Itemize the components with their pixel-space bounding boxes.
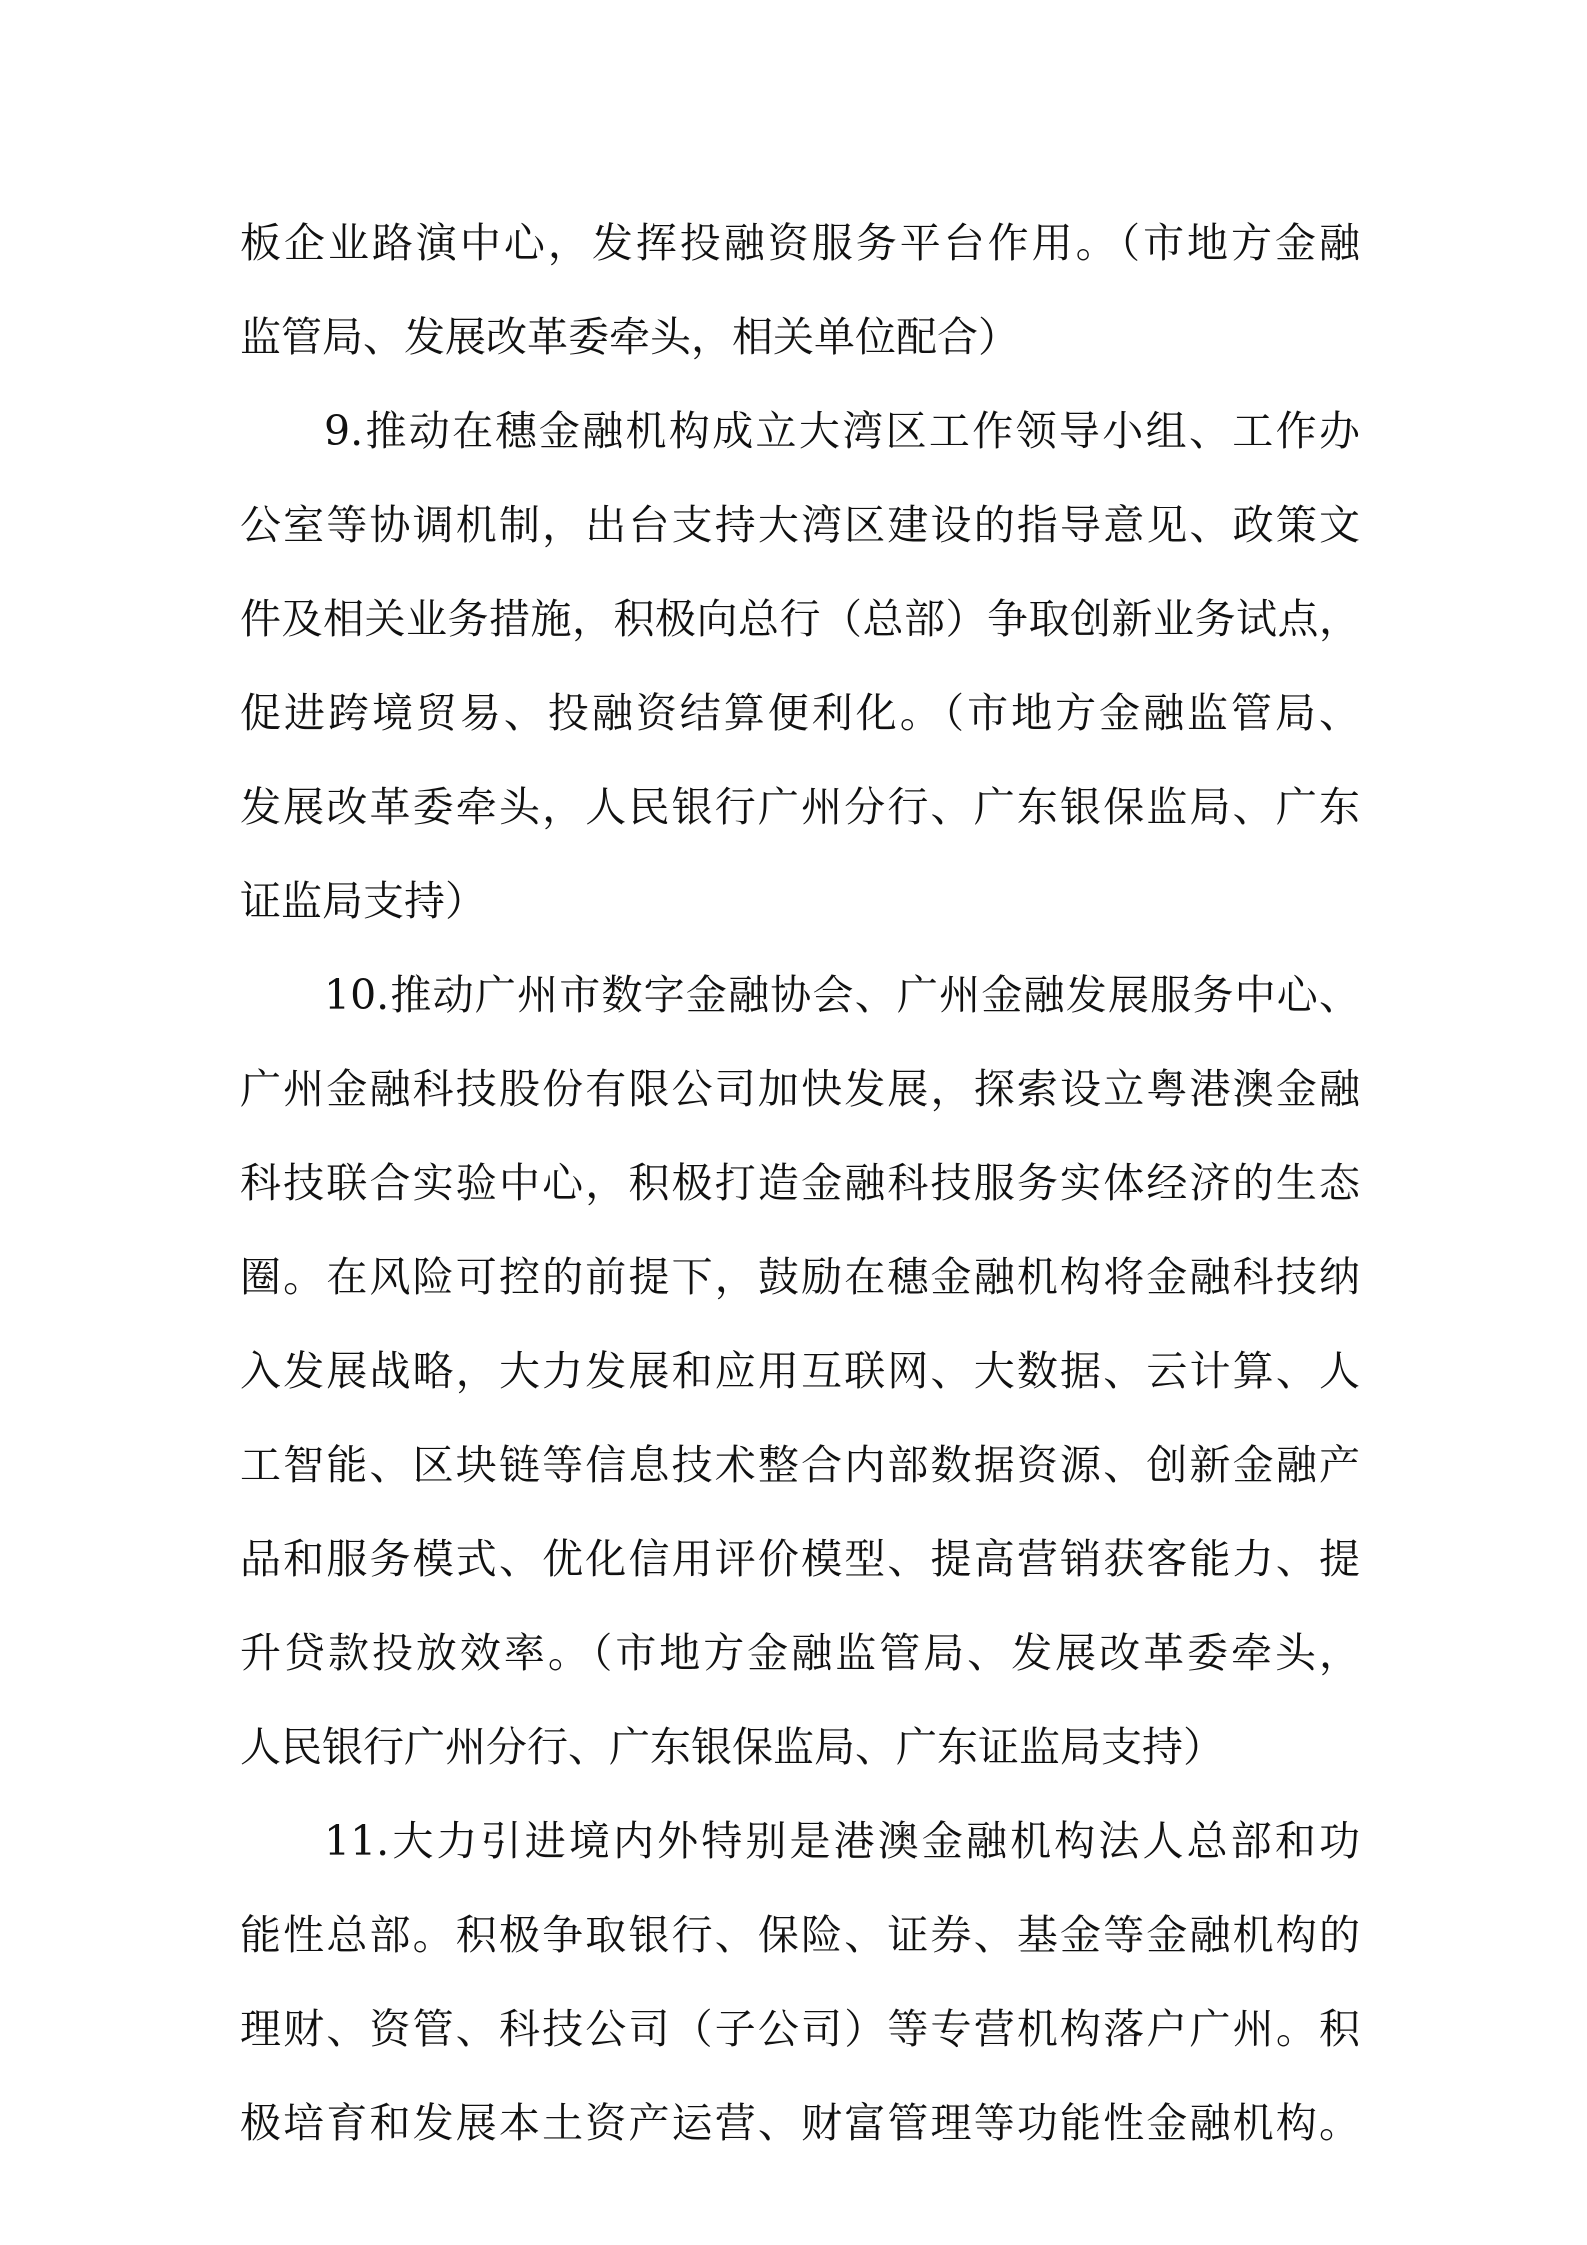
text-line: 品和服务模式、优化信用评价模型、提高营销获客能力、提 — [240, 1535, 1360, 1583]
text-line: 公室等协调机制，出台支持大湾区建设的指导意见、政策文 — [240, 501, 1360, 549]
text-line: 人民银行广州分行、广东银保监局、广东证监局支持） — [240, 1723, 1224, 1771]
text-line: 升贷款投放效率。（市地方金融监管局、发展改革委牵头， — [240, 1629, 1360, 1677]
text-line: 入发展战略，大力发展和应用互联网、大数据、云计算、人 — [240, 1347, 1360, 1395]
text-line: 发展改革委牵头，人民银行广州分行、广东银保监局、广东 — [240, 783, 1360, 831]
text-line: 极培育和发展本土资产运营、财富管理等功能性金融机构。 — [240, 2099, 1360, 2147]
text-line: 11.大力引进境内外特别是港澳金融机构法人总部和功 — [324, 1817, 1360, 1865]
text-line: 理财、资管、科技公司（子公司）等专营机构落户广州。积 — [240, 2005, 1360, 2053]
text-line: 证监局支持） — [240, 877, 486, 925]
text-line: 能性总部。积极争取银行、保险、证券、基金等金融机构的 — [240, 1911, 1360, 1959]
text-line: 9.推动在穗金融机构成立大湾区工作领导小组、工作办 — [324, 407, 1360, 455]
text-line: 科技联合实验中心，积极打造金融科技服务实体经济的生态 — [240, 1159, 1360, 1207]
text-line: 工智能、区块链等信息技术整合内部数据资源、创新金融产 — [240, 1441, 1360, 1489]
text-line: 促进跨境贸易、投融资结算便利化。（市地方金融监管局、 — [240, 689, 1360, 737]
text-line: 10.推动广州市数字金融协会、广州金融发展服务中心、 — [324, 971, 1360, 1019]
text-line: 圈。在风险可控的前提下，鼓励在穗金融机构将金融科技纳 — [240, 1253, 1360, 1301]
text-line: 板企业路演中心，发挥投融资服务平台作用。（市地方金融 — [240, 219, 1360, 267]
text-line: 件及相关业务措施，积极向总行（总部）争取创新业务试点， — [240, 595, 1360, 643]
text-line: 监管局、发展改革委牵头，相关单位配合） — [240, 313, 1019, 361]
document-body — [240, 196, 1360, 2170]
text-line: 广州金融科技股份有限公司加快发展，探索设立粤港澳金融 — [240, 1065, 1360, 1113]
